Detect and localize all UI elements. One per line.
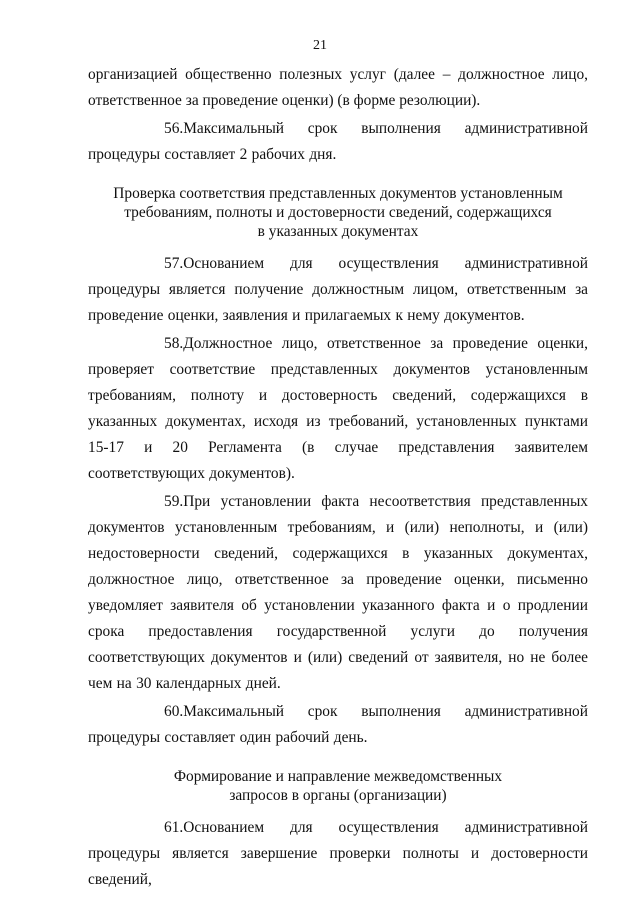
heading-line: запросов в органы (организации) xyxy=(229,787,447,804)
paragraph-text: Максимальный срок выполнения административной процедуры составляет один рабочий день. xyxy=(88,703,588,746)
paragraph-61 xyxy=(88,815,588,893)
paragraph-59 xyxy=(88,489,588,697)
heading-line: Проверка соответствия представленных документов установленным xyxy=(113,185,563,202)
paragraph-number: 61. xyxy=(164,819,184,836)
continuation-paragraph: организацией общественно полезных услуг (далее – должностное лицо, ответственное за проведение оценки) (в форме резолюции). xyxy=(88,66,588,109)
page-number: 21 xyxy=(313,38,327,53)
paragraph-58 xyxy=(88,331,588,487)
paragraph-number: 59. xyxy=(164,493,184,510)
paragraph-text: Основанием для осуществления административной процедуры является завершение проверки полноты и достоверности сведений, xyxy=(88,819,588,888)
heading-line: в указанных документах xyxy=(257,223,419,240)
paragraph-text: Максимальный срок выполнения административной процедуры составляет 2 рабочих дня. xyxy=(88,120,588,163)
paragraph-60 xyxy=(88,699,588,751)
paragraph-text: Основанием для осуществления административной процедуры является получение должностным лицом, ответственным за проведение оценки, заявления и прилагаемых к нему документов. xyxy=(88,255,588,324)
paragraph-number: 60. xyxy=(164,703,184,720)
paragraph-number: 57. xyxy=(164,255,184,272)
paragraph-number: 56. xyxy=(164,120,184,137)
document-body xyxy=(88,62,588,893)
paragraph-57 xyxy=(88,251,588,329)
paragraph-number: 58. xyxy=(164,335,184,352)
paragraph-text: Должностное лицо, ответственное за проведение оценки, проверяет соответствие представленных документов установленным требованиям, полноту и достоверность сведений, содержащихся в указанных документах, исходя из требований, установленных пунктами 15-17 и 20 Регламента (в случае представления заявителем соответствующих документов). xyxy=(88,335,588,482)
section-heading-document-check xyxy=(88,184,588,241)
heading-line: Формирование и направление межведомственных xyxy=(173,768,503,785)
paragraph-56 xyxy=(88,116,588,168)
paragraph-text: При установлении факта несоответствия представленных документов установленным требованиям, и (или) неполноты, и (или) недостоверности сведений, содержащихся в указанных документах, должностное лицо, ответственное за проведение оценки, письменно уведомляет заявителя об установлении указанного факта и о продлении срока предоставления государственной услуги до получения соответствующих документов и (или) сведений от заявителя, но не более чем на 30 календарных дней. xyxy=(88,493,588,692)
heading-line: требованиям, полноты и достоверности сведений, содержащихся xyxy=(124,204,552,221)
section-heading-interagency-requests xyxy=(88,767,588,805)
